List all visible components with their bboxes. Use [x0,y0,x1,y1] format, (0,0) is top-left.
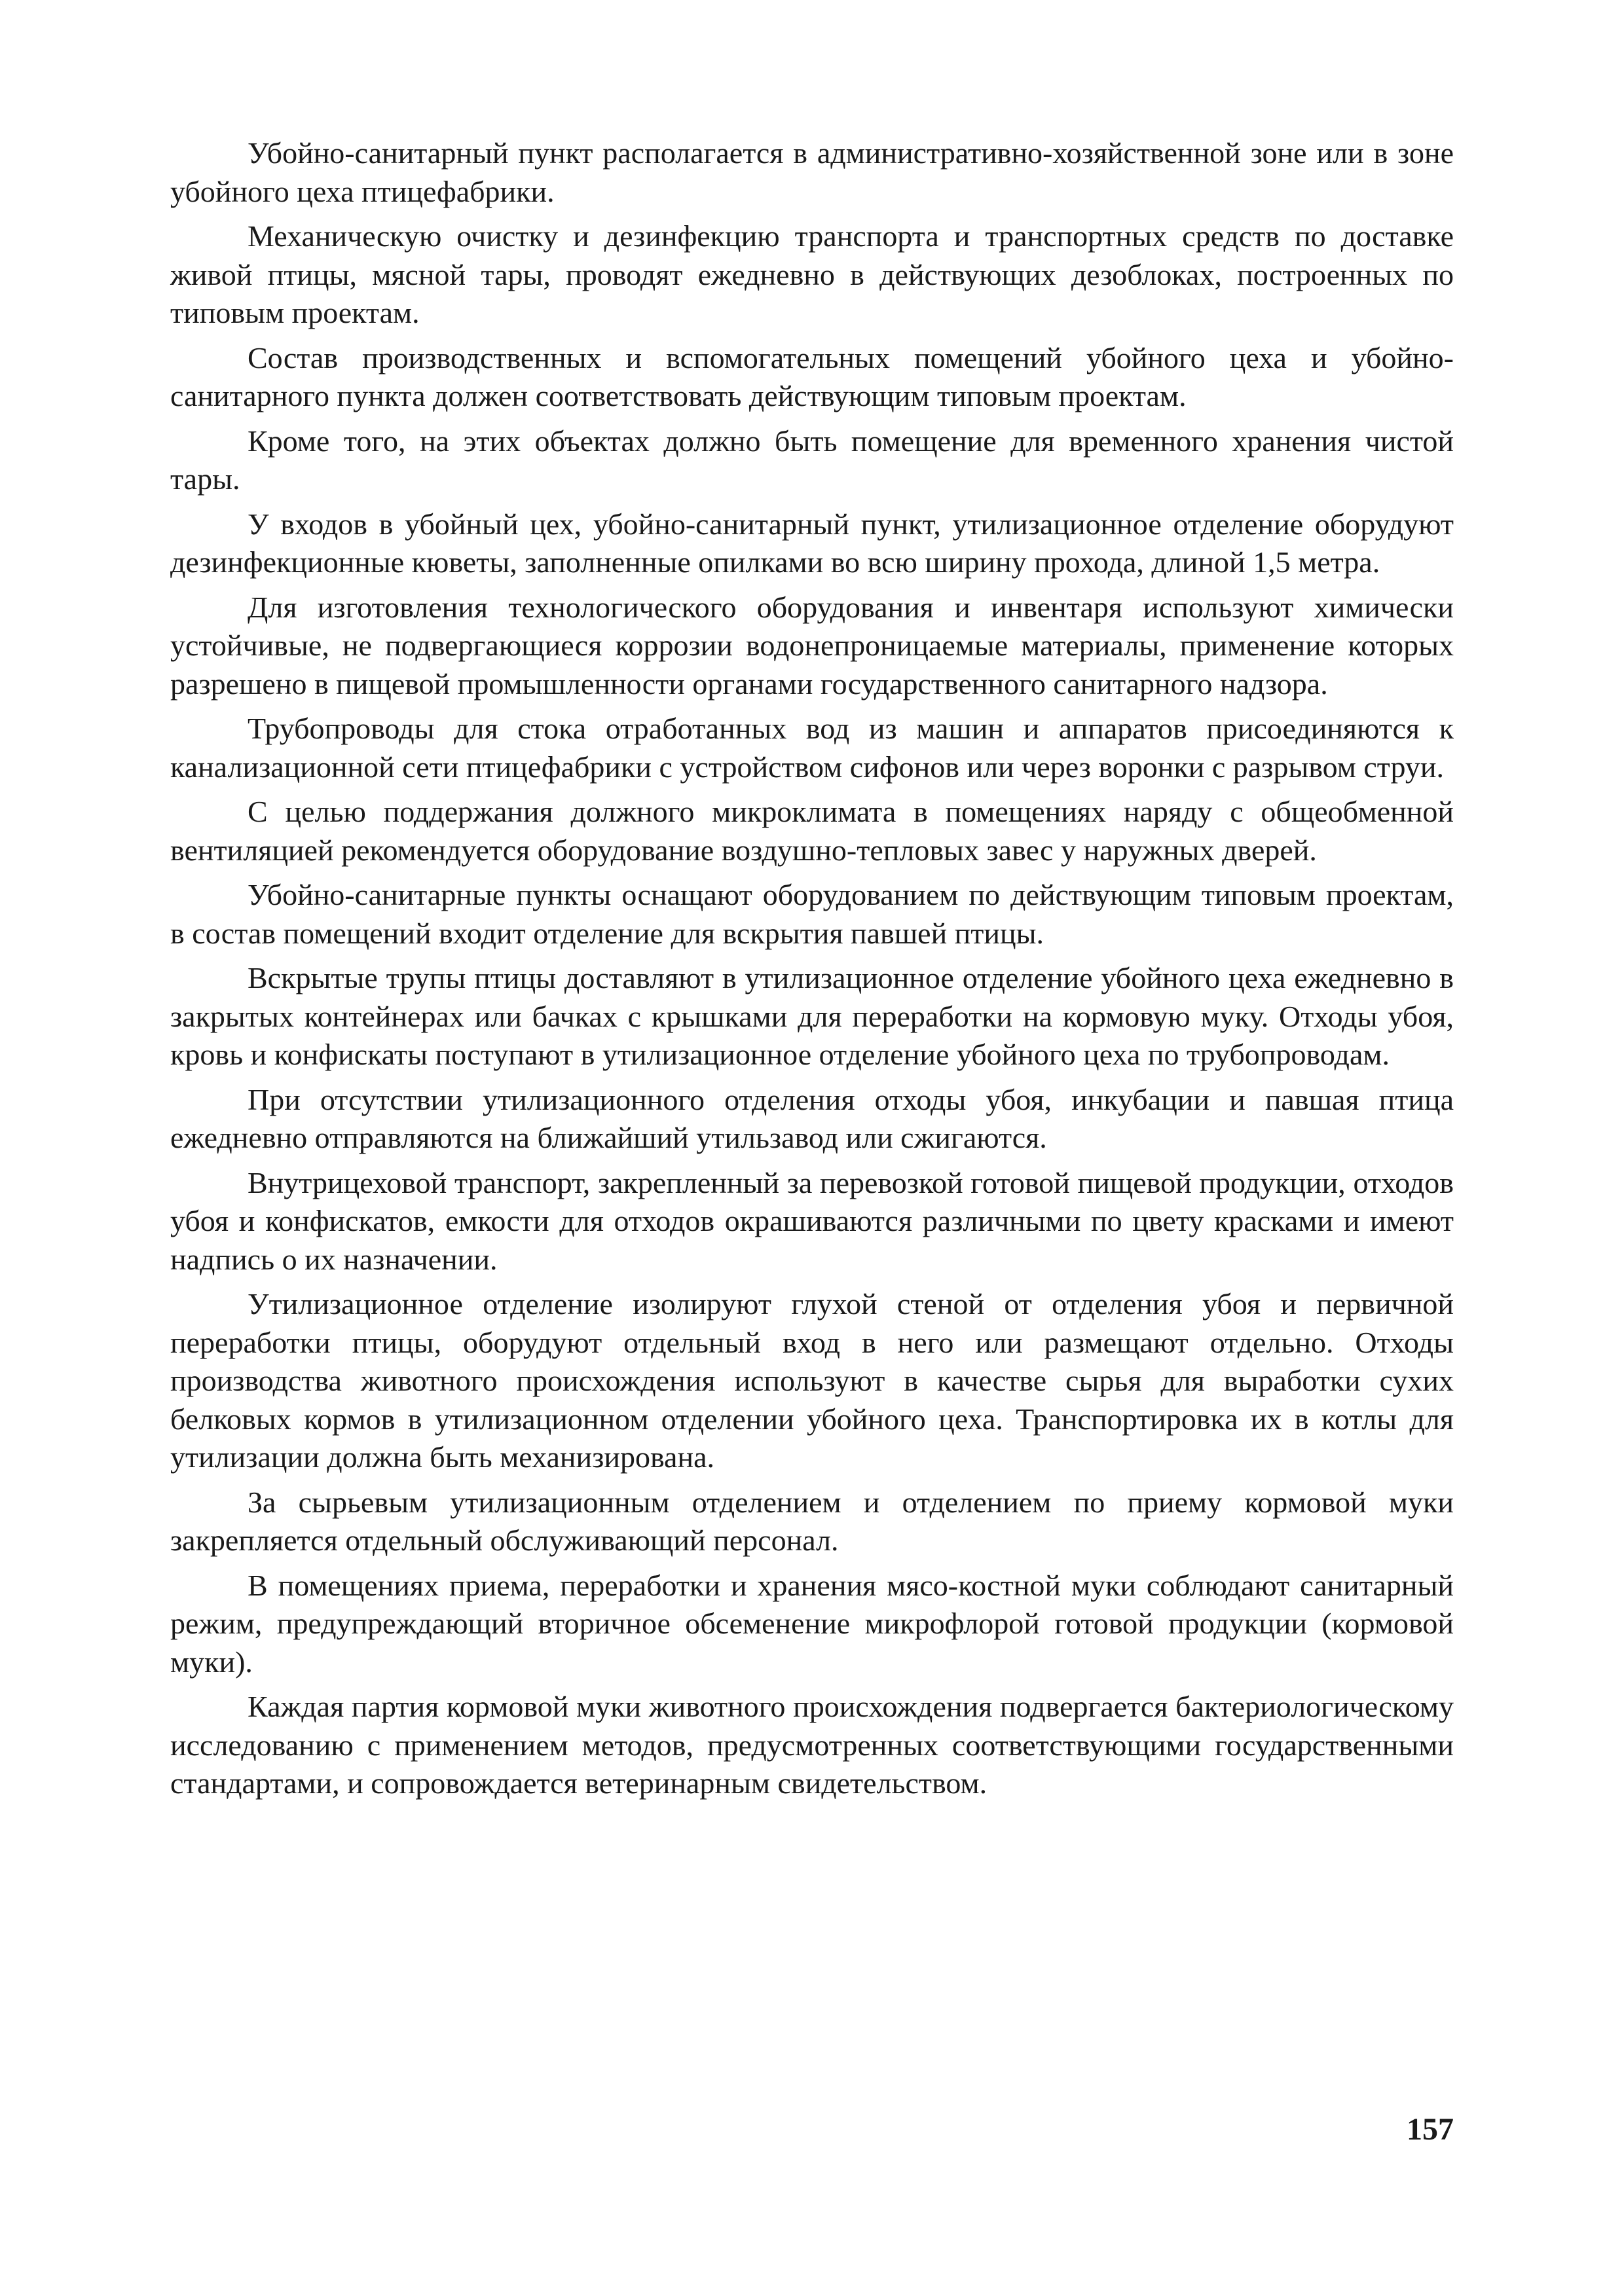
paragraph-16: Каждая партия кормовой муки животного происхождения подвергается бактериологическому исследованию с применением методов, предусмотренных соответствующими государственными стандартами, и сопровождается ветеринарным свидетельством. [170,1690,1454,1800]
paragraph-12: Внутрицеховой транспорт, закрепленный за перевозкой готовой пищевой продукции, отходов убоя и конфискатов, емкости для отходов окрашиваются различными по цвету красками и имеют надпись о их назначении. [170,1165,1454,1276]
page-number: 157 [1407,2112,1454,2147]
paragraph-6: Для изготовления технологического оборудования и инвентаря используют химически устойчивые, не подвергающиеся коррозии водонепроницаемые материалы, применение которых разрешено в пищевой промышленности органами государственного санитарного надзора. [170,590,1454,701]
paragraph-4: Кроме того, на этих объектах должно быть помещение для временного хранения чистой тары. [170,424,1454,496]
paragraph-15: В помещениях приема, переработки и хранения мясо-костной муки соблюдают санитарный режим, предупреждающий вторичное обсеменение микрофлорой готовой продукции (кормовой муки). [170,1568,1454,1679]
paragraph-1: Убойно-санитарный пункт располагается в административно-хозяйственной зоне или в зоне убойного цеха птицефабрики. [170,136,1454,208]
paragraph-3: Состав производственных и вспомогательных помещений убойного цеха и убойно-санитарного пункта должен соответствовать действующим типовым проектам. [170,340,1454,412]
page-body [170,134,1454,1810]
paragraph-5: У входов в убойный цех, убойно-санитарный пункт, утилизационное отделение оборудуют дезинфекционные кюветы, заполненные опилками во всю ширину прохода, длиной 1,5 метра. [170,507,1454,579]
paragraph-7: Трубопроводы для стока отработанных вод из машин и аппаратов присоединяются к канализационной сети птицефабрики с устройством сифонов или через воронки с разрывом струи. [170,712,1454,784]
paragraph-2: Механическую очистку и дезинфекцию транспорта и транспортных средств по доставке живой птицы, мясной тары, проводят ежедневно в действующих дезоблоках, построенных по типовым проектам. [170,219,1454,329]
paragraph-14: За сырьевым утилизационным отделением и отделением по приему кормовой муки закрепляется отдельный обслуживающий персонал. [170,1485,1454,1557]
paragraph-11: При отсутствии утилизационного отделения отходы убоя, инкубации и павшая птица ежедневно отправляются на ближайший утильзавод или сжигаются. [170,1082,1454,1154]
paragraph-9: Убойно-санитарные пункты оснащают оборудованием по действующим типовым проектам, в состав помещений входит отделение для вскрытия павшей птицы. [170,878,1454,950]
paragraph-13: Утилизационное отделение изолируют глухой стеной от отделения убоя и первичной переработки птицы, оборудуют отдельный вход в него или размещают отдельно. Отходы производства животного происхождения используют в качестве сырья для выработки сухих белковых кормов в утилизационном отделении убойного цеха. Транспортировка их в котлы для утилизации должна быть механизирована. [170,1287,1454,1474]
paragraph-10: Вскрытые трупы птицы доставляют в утилизационное отделение убойного цеха ежедневно в закрытых контейнерах или бачках с крышками для переработки на кормовую муку. Отходы убоя, кровь и конфискаты поступают в утилизационное отделение убойного цеха по трубопроводам. [170,961,1454,1071]
paragraph-8: С целью поддержания должного микроклимата в помещениях наряду с общеобменной вентиляцией рекомендуется оборудование воздушно-тепловых завес у наружных дверей. [170,795,1454,867]
